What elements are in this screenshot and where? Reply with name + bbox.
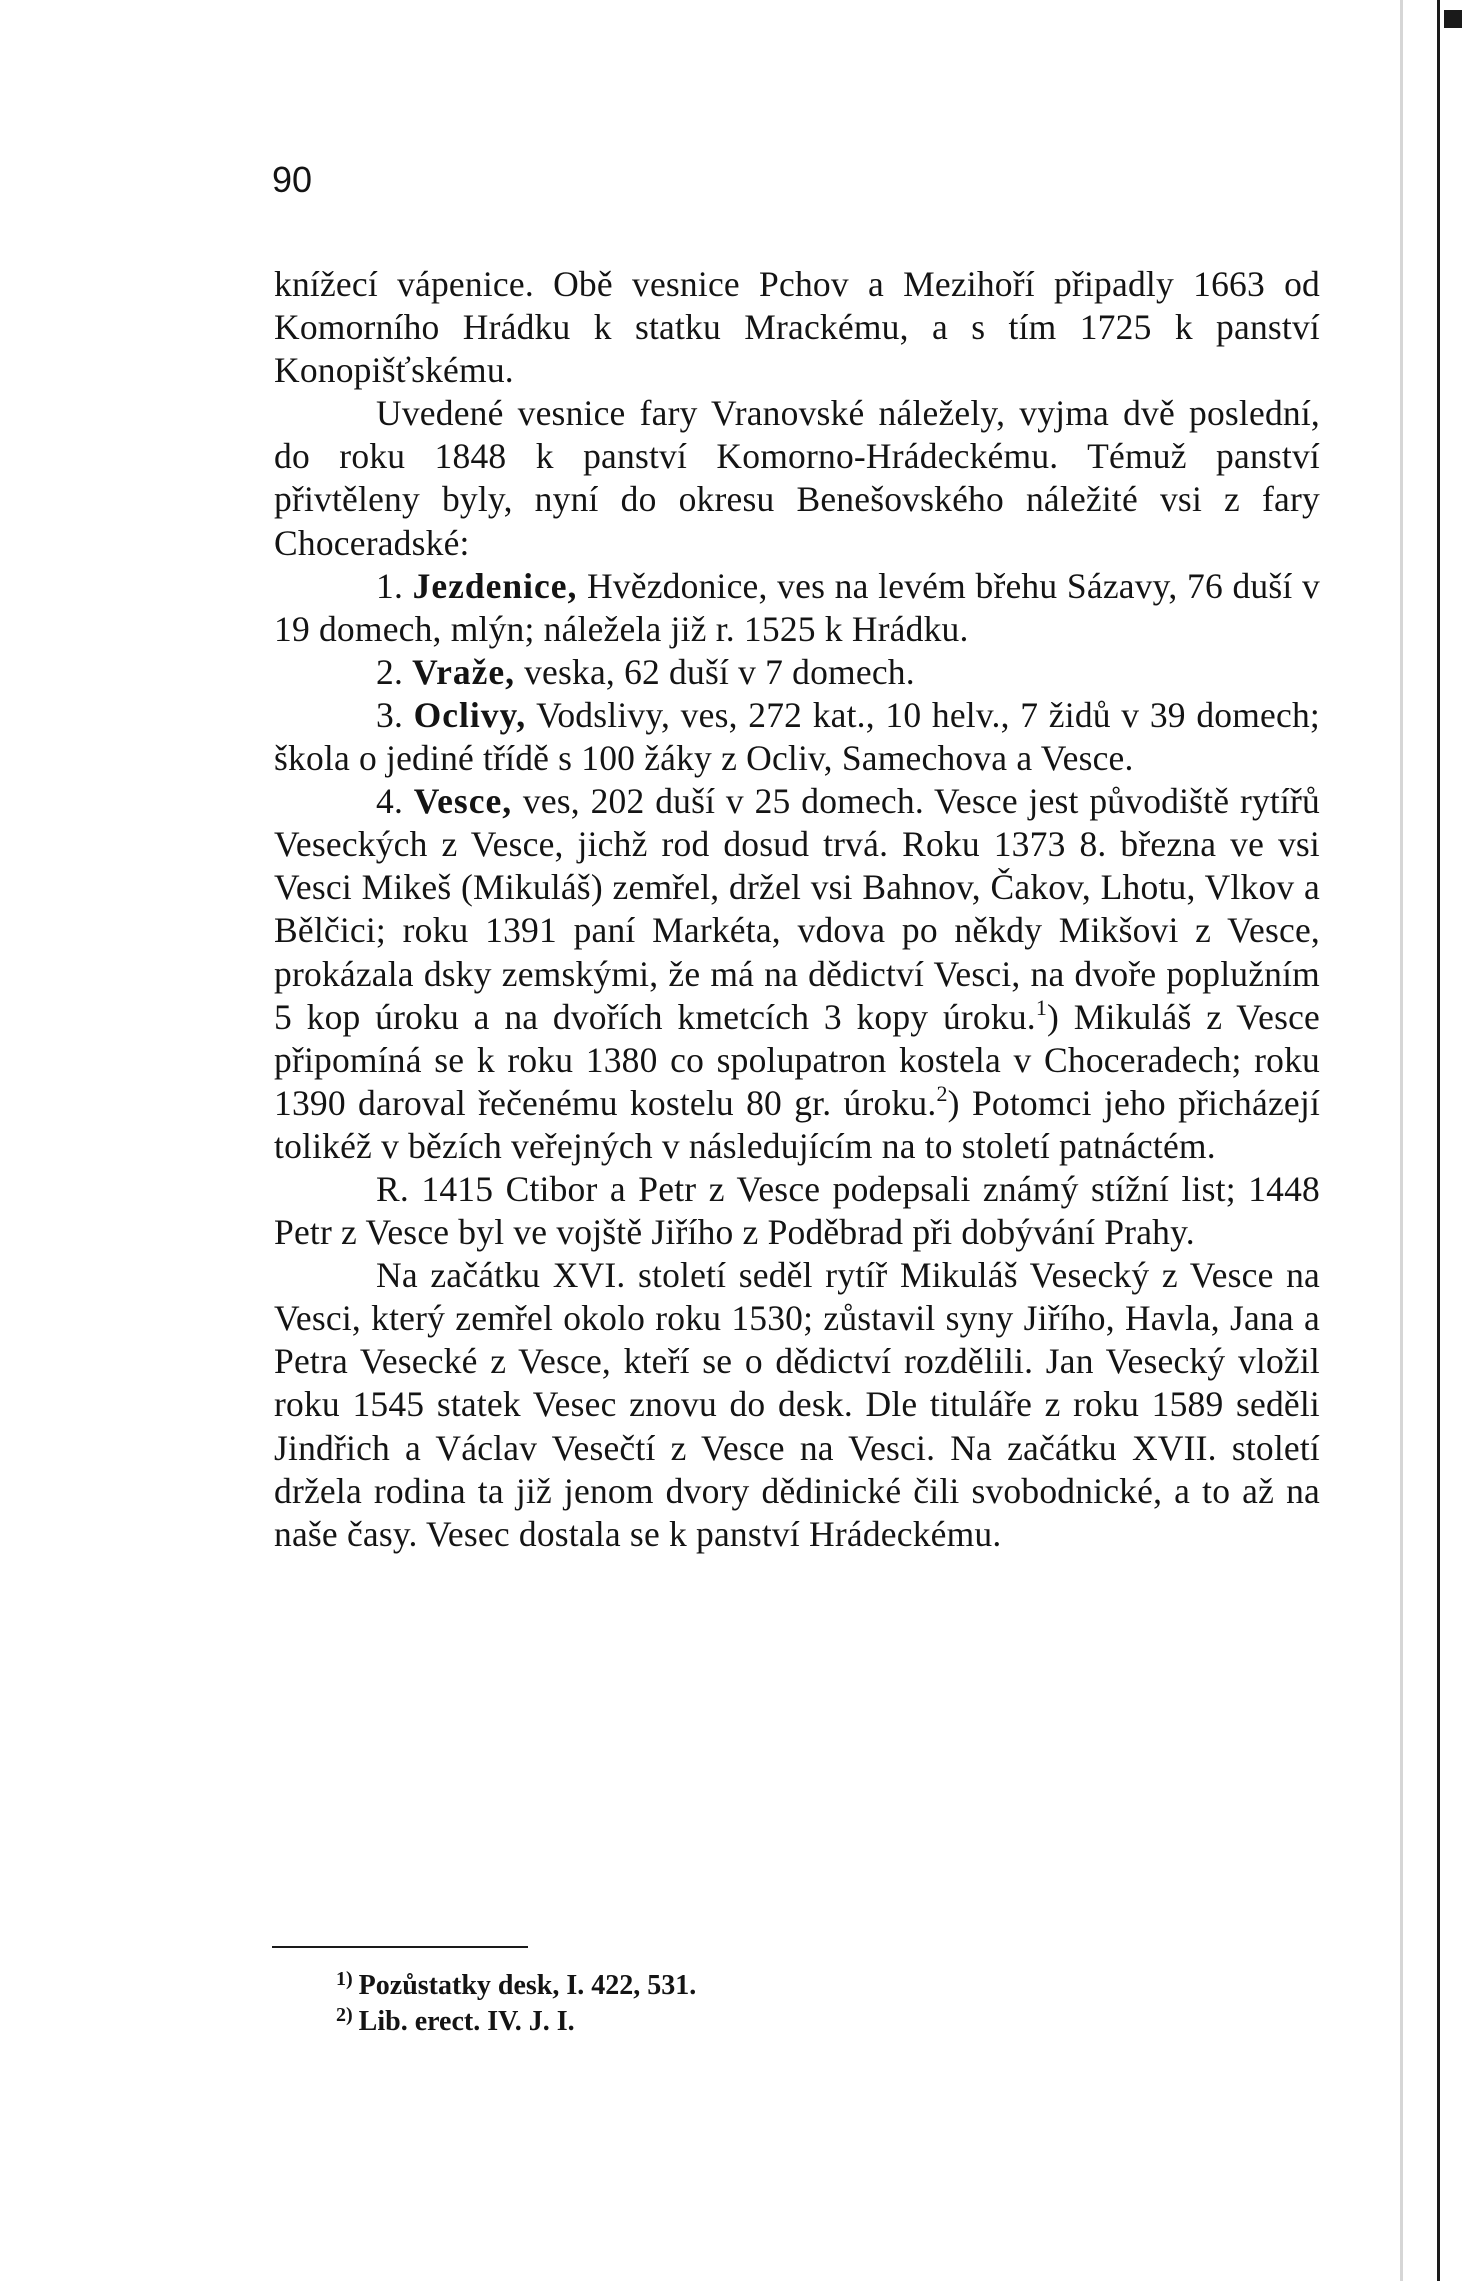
item-text: Potomci jeho přicházejí tolikéž v bězích veřejných v následujícím na to století patnáctém. <box>274 1082 1321 1166</box>
list-item-3 <box>274 694 1320 780</box>
footnote-2 <box>336 2004 1236 2040</box>
paragraph-1: knížecí vápenice. Obě vesnice Pchov a Mezihoří připadly 1663 od Komorního Hrádku k statku Mrackému, a s tím 1725 k panství Konopišťskému. <box>274 264 1320 391</box>
place-name-jezdenice: Jezdenice, <box>412 565 578 606</box>
footnote-ref-2: 2 <box>936 1080 948 1106</box>
body-text <box>274 263 1320 1556</box>
footnote-mark: 2) <box>336 2004 353 2026</box>
list-item-2 <box>274 651 1320 694</box>
place-name-vraze: Vraže, <box>412 651 516 692</box>
item-number: 1. <box>376 565 404 606</box>
item-text: ves, 202 duší v 25 domech. Vesce jest původiště rytířů Veseckých z Vesce, jichž rod dosud trvá. Roku 1373 8. března ve vsi Vesci Mikeš (Mikuláš) zemřel, držel vsi Bahnov, Čakov, Lhotu, Vlkov a Bělčici; roku 1391 paní Markéta, vdova po někdy Mikšovi z Vesce, prokázala dsky zemskými, že má na dědictví Vesci, na dvoře poplužním 5 kop úroku a na dvořích kmetcích 3 kopy úroku. <box>274 781 1321 1037</box>
list-item-4: 4. Vesce, ves, 202 duší v 25 domech. Vesce jest původiště rytířů Veseckých z Vesce, jichž rod dosud trvá. Roku 1373 8. března ve vsi Vesci Mikeš (Mikuláš) zemřel, držel vsi Bahnov, Čakov, Lhotu, Vlkov a Bělčici; roku 1391 paní Markéta, vdova po někdy Mikšovi z Vesce, prokázala dsky zemskými, že má na dědictví Vesci, na dvoře poplužním 5 kop úroku a na dvořích kmetcích 3 kopy úroku.$^1$) Mikuláš z Vesce připomíná se k roku 1380 co spolupatron kostela v Choceradech; roku 1390 daroval řečenému kostelu 80 gr. úroku.$^2$) Potomci jeho přicházejí tolikéž v bězích veřejných v následujícím na to století patnáctém. <box>274 781 1321 1166</box>
scan-corner-mark <box>1444 10 1462 28</box>
item-number: 2. <box>376 651 404 692</box>
place-name-vesce: Vesce, <box>413 781 513 822</box>
list-item-1 <box>274 565 1320 651</box>
paragraph-3: R. 1415 Ctibor a Petr z Vesce podepsali známý stížní list; 1448 Petr z Vesce byl ve vojště Jiřího z Poděbrad při dobývání Prahy. <box>274 1168 1320 1253</box>
footnote-ref-1: 1 <box>1035 994 1048 1020</box>
footnote-1 <box>336 1968 1236 2004</box>
item-number: 4. <box>376 781 404 822</box>
item-text: Mikuláš z Vesce připomíná se k roku 1380 co spolupatron kostela v Choceradech; roku 1390 daroval řečenému kostelu 80 gr. úroku. <box>274 996 1320 1123</box>
page-gutter-shadow <box>1400 0 1403 2281</box>
page-number: 90 <box>272 159 313 200</box>
paragraph-2: Uvedené vesnice fary Vranovské náležely, vyjma dvě poslední, do roku 1848 k panství Komorno-Hrádeckému. Témuž panství přivtěleny byly, nyní do okresu Benešovského náležité vsi z fary Choceradské: <box>274 393 1320 563</box>
footnote-mark: 1) <box>336 1968 353 1990</box>
footnote-text: Pozůstatky desk, I. 422, 531. <box>358 1970 697 2001</box>
paragraph-4: Na začátku XVI. století seděl rytíř Mikuláš Vesecký z Vesce na Vesci, který zemřel okolo roku 1530; zůstavil syny Jiřího, Havla, Jana a Petra Vesecké z Vesce, kteří se o dědictví rozdělili. Jan Vesecký vložil roku 1545 statek Vesec znovu do desk. Dle tituláře z roku 1589 seděli Jindřich a Václav Vesečtí z Vesce na Vesci. Na začátku XVII. století držela rodina ta již jenom dvory dědinické čili svobodnické, a to až na naše časy. Vesec dostala se k panství Hrádeckému. <box>274 1255 1320 1554</box>
item-number: 3. <box>376 694 404 735</box>
footnote-divider <box>272 1946 528 1948</box>
footnotes <box>336 1968 1236 2040</box>
item-text: Hvězdonice, ves na levém břehu Sázavy, 76 duší v 19 domech, mlýn; náležela již r. 1525 k Hrádku. <box>274 565 1320 649</box>
footnote-text: Lib. erect. IV. J. I. <box>358 2006 575 2037</box>
item-text: Vodslivy, ves, 272 kat., 10 helv., 7 židů v 39 domech; škola o jediné třídě s 100 žáky z Ocliv, Samechova a Vesce. <box>274 694 1320 779</box>
place-name-oclivy: Oclivy, <box>413 694 527 735</box>
item-text: veska, 62 duší v 7 domech. <box>524 651 915 692</box>
page-edge <box>1437 0 1474 2281</box>
